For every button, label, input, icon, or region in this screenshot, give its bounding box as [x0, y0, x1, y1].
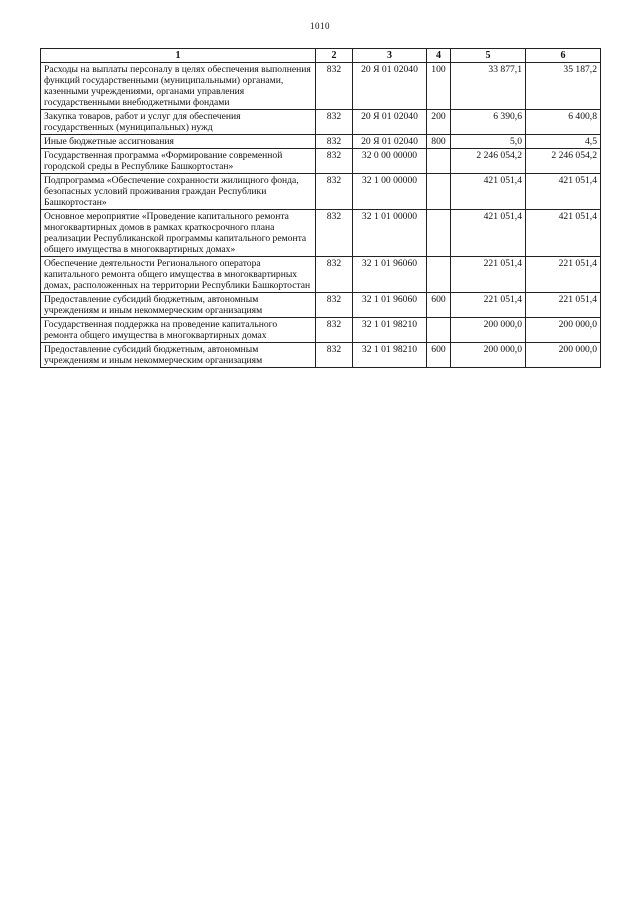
row-amount-6: 2 246 054,2	[526, 149, 601, 174]
header-col-3: 3	[353, 49, 427, 63]
row-amount-5: 200 000,0	[451, 343, 526, 368]
row-target-code: 20 Я 01 02040	[353, 110, 427, 135]
row-name: Закупка товаров, работ и услуг для обеспечения государственных (муниципальных) нужд	[41, 110, 316, 135]
row-name: Государственная программа «Формирование современной городской среды в Республике Башкортостан»	[41, 149, 316, 174]
row-target-code: 20 Я 01 02040	[353, 63, 427, 110]
row-target-code: 32 1 01 98210	[353, 318, 427, 343]
row-target-code: 20 Я 01 02040	[353, 135, 427, 149]
row-expense-type: 800	[427, 135, 451, 149]
row-department: 832	[316, 210, 353, 257]
row-expense-type	[427, 210, 451, 257]
row-name: Подпрограмма «Обеспечение сохранности жилищного фонда, безопасных условий проживания граждан Республики Башкортостан»	[41, 174, 316, 210]
table-row	[41, 257, 601, 293]
row-expense-type	[427, 318, 451, 343]
row-amount-5: 33 877,1	[451, 63, 526, 110]
header-col-4: 4	[427, 49, 451, 63]
row-department: 832	[316, 343, 353, 368]
table-row	[41, 174, 601, 210]
row-target-code: 32 1 01 00000	[353, 210, 427, 257]
table-row	[41, 293, 601, 318]
row-name: Обеспечение деятельности Регионального оператора капитального ремонта общего имущества в многоквартирных домах, расположенных на территории Республики Башкортостан	[41, 257, 316, 293]
row-department: 832	[316, 174, 353, 210]
table-row	[41, 110, 601, 135]
row-department: 832	[316, 318, 353, 343]
row-expense-type: 600	[427, 293, 451, 318]
row-target-code: 32 1 01 98210	[353, 343, 427, 368]
row-amount-5: 5,0	[451, 135, 526, 149]
row-target-code: 32 0 00 00000	[353, 149, 427, 174]
table-row	[41, 63, 601, 110]
row-target-code: 32 1 01 96060	[353, 257, 427, 293]
table-row	[41, 343, 601, 368]
row-name: Основное мероприятие «Проведение капитального ремонта многоквартирных домов в рамках краткосрочного плана реализации Республиканской программы капитального ремонта общего имущества в многоквартирных домах»	[41, 210, 316, 257]
row-amount-6: 221 051,4	[526, 257, 601, 293]
table-row	[41, 149, 601, 174]
row-department: 832	[316, 257, 353, 293]
row-amount-5: 221 051,4	[451, 293, 526, 318]
row-amount-6: 35 187,2	[526, 63, 601, 110]
row-amount-6: 4,5	[526, 135, 601, 149]
page-number: 1010	[310, 21, 330, 31]
budget-table	[40, 48, 601, 368]
row-expense-type: 100	[427, 63, 451, 110]
row-expense-type	[427, 149, 451, 174]
row-department: 832	[316, 149, 353, 174]
row-department: 832	[316, 135, 353, 149]
row-expense-type: 200	[427, 110, 451, 135]
row-expense-type: 600	[427, 343, 451, 368]
row-name: Иные бюджетные ассигнования	[41, 135, 316, 149]
row-target-code: 32 1 00 00000	[353, 174, 427, 210]
table-row	[41, 318, 601, 343]
row-name: Предоставление субсидий бюджетным, автономным учреждениям и иным некоммерческим организациям	[41, 293, 316, 318]
row-amount-6: 421 051,4	[526, 210, 601, 257]
row-name: Предоставление субсидий бюджетным, автономным учреждениям и иным некоммерческим организациям	[41, 343, 316, 368]
row-amount-6: 200 000,0	[526, 318, 601, 343]
row-expense-type	[427, 257, 451, 293]
row-target-code: 32 1 01 96060	[353, 293, 427, 318]
row-amount-6: 6 400,8	[526, 110, 601, 135]
row-amount-5: 221 051,4	[451, 257, 526, 293]
header-col-2: 2	[316, 49, 353, 63]
row-amount-6: 200 000,0	[526, 343, 601, 368]
row-department: 832	[316, 110, 353, 135]
row-amount-5: 421 051,4	[451, 174, 526, 210]
row-expense-type	[427, 174, 451, 210]
row-department: 832	[316, 63, 353, 110]
row-name: Расходы на выплаты персоналу в целях обеспечения выполнения функций государственными (муниципальными) органами, казенными учреждениями, органами управления государственными внебюджетными фондами	[41, 63, 316, 110]
row-department: 832	[316, 293, 353, 318]
row-amount-6: 221 051,4	[526, 293, 601, 318]
table-row	[41, 210, 601, 257]
header-col-1: 1	[41, 49, 316, 63]
row-name: Государственная поддержка на проведение капитального ремонта общего имущества в многоквартирных домах	[41, 318, 316, 343]
row-amount-6: 421 051,4	[526, 174, 601, 210]
row-amount-5: 6 390,6	[451, 110, 526, 135]
table-row	[41, 135, 601, 149]
header-col-6: 6	[526, 49, 601, 63]
header-col-5: 5	[451, 49, 526, 63]
header-row	[41, 49, 601, 63]
row-amount-5: 200 000,0	[451, 318, 526, 343]
row-amount-5: 421 051,4	[451, 210, 526, 257]
row-amount-5: 2 246 054,2	[451, 149, 526, 174]
